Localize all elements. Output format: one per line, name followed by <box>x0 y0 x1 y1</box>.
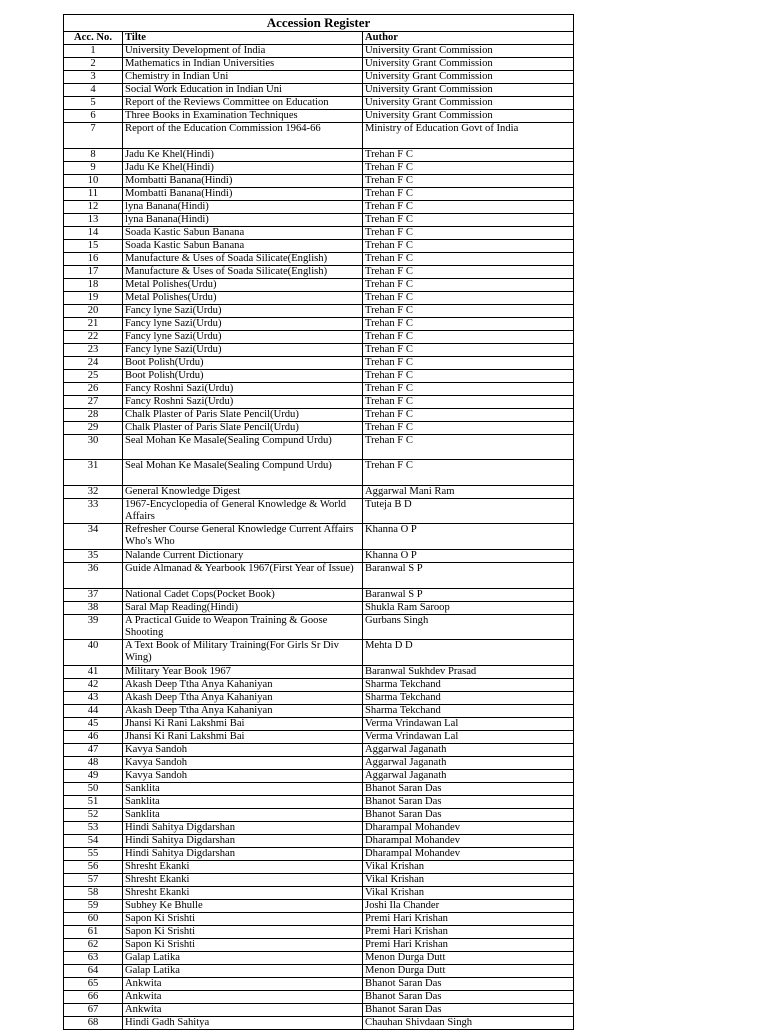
author-cell: Trehan F C <box>363 343 574 356</box>
author-cell: Vikal Krishan <box>363 873 574 886</box>
title-cell: Hindi Sahitya Digdarshan <box>123 821 363 834</box>
table-row <box>64 330 574 343</box>
title-cell: Kavya Sandoh <box>123 756 363 769</box>
author-cell: Aggarwal Mani Ram <box>363 485 574 498</box>
author-cell: Trehan F C <box>363 317 574 330</box>
acc-no-cell: 42 <box>64 678 123 691</box>
title-cell: Chemistry in Indian Uni <box>123 71 363 84</box>
title-cell: Jhansi Ki Rani Lakshmi Bai <box>123 717 363 730</box>
acc-no-cell: 55 <box>64 847 123 860</box>
title-cell: Akash Deep Ttha Anya Kahaniyan <box>123 691 363 704</box>
table-row <box>64 213 574 226</box>
author-cell: Sharma Tekchand <box>363 704 574 717</box>
author-cell: Premi Hari Krishan <box>363 925 574 938</box>
acc-no-cell: 40 <box>64 640 123 666</box>
table-row <box>64 990 574 1003</box>
acc-no-cell: 57 <box>64 873 123 886</box>
title-cell: University Development of India <box>123 45 363 58</box>
title-cell: Military Year Book 1967 <box>123 665 363 678</box>
acc-no-cell: 45 <box>64 717 123 730</box>
acc-no-cell: 25 <box>64 369 123 382</box>
author-cell: Ministry of Education Govt of India <box>363 123 574 149</box>
acc-no-cell: 16 <box>64 252 123 265</box>
table-row <box>64 200 574 213</box>
title-cell: Galap Latika <box>123 951 363 964</box>
table-row <box>64 343 574 356</box>
author-cell: Dharampal Mohandev <box>363 834 574 847</box>
title-cell: Sanklita <box>123 808 363 821</box>
table-row <box>64 899 574 912</box>
title-cell: Metal Polishes(Urdu) <box>123 278 363 291</box>
author-cell: Chauhan Shivdaan Singh <box>363 1016 574 1029</box>
title-cell: Soada Kastic Sabun Banana <box>123 226 363 239</box>
table-row <box>64 524 574 550</box>
title-cell: Boot Polish(Urdu) <box>123 369 363 382</box>
table-row <box>64 97 574 110</box>
title-cell: 1967-Encyclopedia of General Knowledge & World Affairs <box>123 498 363 524</box>
author-cell: Trehan F C <box>363 304 574 317</box>
author-cell: Bhanot Saran Das <box>363 808 574 821</box>
acc-no-cell: 46 <box>64 730 123 743</box>
acc-no-cell: 11 <box>64 187 123 200</box>
header-row <box>64 32 574 45</box>
title-cell: Jhansi Ki Rani Lakshmi Bai <box>123 730 363 743</box>
acc-no-cell: 23 <box>64 343 123 356</box>
table-row <box>64 460 574 486</box>
title-cell: Mombatti Banana(Hindi) <box>123 174 363 187</box>
acc-no-cell: 38 <box>64 601 123 614</box>
author-cell: Trehan F C <box>363 174 574 187</box>
title-cell: Fancy Roshni Sazi(Urdu) <box>123 395 363 408</box>
acc-no-cell: 64 <box>64 964 123 977</box>
title-cell: Seal Mohan Ke Masale(Sealing Compund Urdu) <box>123 460 363 486</box>
table-row <box>64 588 574 601</box>
author-cell: Vikal Krishan <box>363 860 574 873</box>
acc-no-cell: 20 <box>64 304 123 317</box>
author-cell: Trehan F C <box>363 161 574 174</box>
acc-no-cell: 10 <box>64 174 123 187</box>
table-row <box>64 226 574 239</box>
author-cell: Trehan F C <box>363 252 574 265</box>
title-cell: Metal Polishes(Urdu) <box>123 291 363 304</box>
table-row <box>64 408 574 421</box>
acc-no-cell: 41 <box>64 665 123 678</box>
column-header-title: Tilte <box>123 32 363 45</box>
title-cell: Fancy Roshni Sazi(Urdu) <box>123 382 363 395</box>
title-cell: lyna Banana(Hindi) <box>123 200 363 213</box>
title-cell: Akash Deep Ttha Anya Kahaniyan <box>123 678 363 691</box>
title-cell: Akash Deep Ttha Anya Kahaniyan <box>123 704 363 717</box>
table-row <box>64 925 574 938</box>
table-row <box>64 421 574 434</box>
acc-no-cell: 28 <box>64 408 123 421</box>
author-cell: Baranwal Sukhdev Prasad <box>363 665 574 678</box>
table-row <box>64 795 574 808</box>
table-row <box>64 45 574 58</box>
table-row <box>64 730 574 743</box>
table-row <box>64 847 574 860</box>
acc-no-cell: 35 <box>64 549 123 562</box>
table-row <box>64 951 574 964</box>
title-cell: National Cadet Cops(Pocket Book) <box>123 588 363 601</box>
table-row <box>64 860 574 873</box>
table-row <box>64 562 574 588</box>
acc-no-cell: 44 <box>64 704 123 717</box>
author-cell: Trehan F C <box>363 200 574 213</box>
author-cell: Trehan F C <box>363 187 574 200</box>
title-cell: Sanklita <box>123 782 363 795</box>
acc-no-cell: 56 <box>64 860 123 873</box>
acc-no-cell: 24 <box>64 356 123 369</box>
table-row <box>64 485 574 498</box>
title-cell: Mathematics in Indian Universities <box>123 58 363 71</box>
title-cell: Ankwita <box>123 990 363 1003</box>
title-cell: Kavya Sandoh <box>123 769 363 782</box>
author-cell: Verma Vrindawan Lal <box>363 717 574 730</box>
acc-no-cell: 50 <box>64 782 123 795</box>
acc-no-cell: 63 <box>64 951 123 964</box>
title-cell: Sapon Ki Srishti <box>123 912 363 925</box>
table-row <box>64 821 574 834</box>
title-cell: Three Books in Examination Techniques <box>123 110 363 123</box>
acc-no-cell: 52 <box>64 808 123 821</box>
author-cell: Bhanot Saran Das <box>363 977 574 990</box>
acc-no-cell: 66 <box>64 990 123 1003</box>
acc-no-cell: 4 <box>64 84 123 97</box>
author-cell: Dharampal Mohandev <box>363 847 574 860</box>
table-row <box>64 678 574 691</box>
acc-no-cell: 54 <box>64 834 123 847</box>
author-cell: Trehan F C <box>363 421 574 434</box>
acc-no-cell: 37 <box>64 588 123 601</box>
acc-no-cell: 67 <box>64 1003 123 1016</box>
table-row <box>64 834 574 847</box>
author-cell: Tuteja B D <box>363 498 574 524</box>
table-row <box>64 71 574 84</box>
acc-no-cell: 34 <box>64 524 123 550</box>
table-row <box>64 148 574 161</box>
author-cell: Sharma Tekchand <box>363 691 574 704</box>
author-cell: Menon Durga Dutt <box>363 951 574 964</box>
title-cell: Fancy lyne Sazi(Urdu) <box>123 343 363 356</box>
acc-no-cell: 29 <box>64 421 123 434</box>
title-cell: Hindi Gadh Sahitya <box>123 1016 363 1029</box>
author-cell: Trehan F C <box>363 148 574 161</box>
author-cell: Vikal Krishan <box>363 886 574 899</box>
author-cell: Trehan F C <box>363 278 574 291</box>
title-row <box>64 15 574 32</box>
table-row <box>64 123 574 149</box>
table-row <box>64 58 574 71</box>
table-row <box>64 601 574 614</box>
author-cell: Sharma Tekchand <box>363 678 574 691</box>
acc-no-cell: 7 <box>64 123 123 149</box>
table-row <box>64 1003 574 1016</box>
title-cell: Ankwita <box>123 1003 363 1016</box>
author-cell: Trehan F C <box>363 408 574 421</box>
title-cell: Sanklita <box>123 795 363 808</box>
author-cell: Bhanot Saran Das <box>363 990 574 1003</box>
acc-no-cell: 32 <box>64 485 123 498</box>
column-header-acc-no: Acc. No. <box>64 32 123 45</box>
table-row <box>64 665 574 678</box>
table-row <box>64 938 574 951</box>
author-cell: Trehan F C <box>363 395 574 408</box>
author-cell: Baranwal S P <box>363 588 574 601</box>
accession-register-table <box>63 14 574 1030</box>
author-cell: University Grant Commission <box>363 110 574 123</box>
author-cell: Premi Hari Krishan <box>363 938 574 951</box>
title-cell: Fancy lyne Sazi(Urdu) <box>123 330 363 343</box>
acc-no-cell: 43 <box>64 691 123 704</box>
table-row <box>64 278 574 291</box>
acc-no-cell: 59 <box>64 899 123 912</box>
register-body <box>64 15 574 1030</box>
author-cell: Bhanot Saran Das <box>363 795 574 808</box>
title-cell: Galap Latika <box>123 964 363 977</box>
acc-no-cell: 1 <box>64 45 123 58</box>
author-cell: Aggarwal Jaganath <box>363 769 574 782</box>
table-row <box>64 782 574 795</box>
author-cell: Trehan F C <box>363 291 574 304</box>
author-cell: Premi Hari Krishan <box>363 912 574 925</box>
table-row <box>64 356 574 369</box>
author-cell: Aggarwal Jaganath <box>363 743 574 756</box>
title-cell: Saral Map Reading(Hindi) <box>123 601 363 614</box>
table-row <box>64 498 574 524</box>
table-row <box>64 977 574 990</box>
table-row <box>64 84 574 97</box>
title-cell: Shresht Ekanki <box>123 886 363 899</box>
title-cell: Shresht Ekanki <box>123 873 363 886</box>
author-cell: Verma Vrindawan Lal <box>363 730 574 743</box>
title-cell: A Text Book of Military Training(For Girls Sr Div Wing) <box>123 640 363 666</box>
title-cell: Hindi Sahitya Digdarshan <box>123 847 363 860</box>
acc-no-cell: 2 <box>64 58 123 71</box>
author-cell: Khanna O P <box>363 549 574 562</box>
title-cell: Boot Polish(Urdu) <box>123 356 363 369</box>
acc-no-cell: 6 <box>64 110 123 123</box>
author-cell: Trehan F C <box>363 460 574 486</box>
acc-no-cell: 47 <box>64 743 123 756</box>
table-row <box>64 640 574 666</box>
acc-no-cell: 33 <box>64 498 123 524</box>
author-cell: Menon Durga Dutt <box>363 964 574 977</box>
title-cell: A Practical Guide to Weapon Training & Goose Shooting <box>123 614 363 640</box>
title-cell: Mombatti Banana(Hindi) <box>123 187 363 200</box>
table-row <box>64 886 574 899</box>
acc-no-cell: 48 <box>64 756 123 769</box>
author-cell: Dharampal Mohandev <box>363 821 574 834</box>
table-row <box>64 614 574 640</box>
title-cell: Jadu Ke Khel(Hindi) <box>123 161 363 174</box>
table-row <box>64 704 574 717</box>
column-header-author: Author <box>363 32 574 45</box>
table-row <box>64 756 574 769</box>
table-row <box>64 110 574 123</box>
acc-no-cell: 26 <box>64 382 123 395</box>
acc-no-cell: 17 <box>64 265 123 278</box>
author-cell: University Grant Commission <box>363 97 574 110</box>
author-cell: Khanna O P <box>363 524 574 550</box>
acc-no-cell: 31 <box>64 460 123 486</box>
table-row <box>64 912 574 925</box>
title-cell: lyna Banana(Hindi) <box>123 213 363 226</box>
title-cell: Kavya Sandoh <box>123 743 363 756</box>
acc-no-cell: 27 <box>64 395 123 408</box>
acc-no-cell: 49 <box>64 769 123 782</box>
title-cell: Refresher Course General Knowledge Current Affairs Who's Who <box>123 524 363 550</box>
table-row <box>64 717 574 730</box>
title-cell: Nalande Current Dictionary <box>123 549 363 562</box>
table-row <box>64 369 574 382</box>
table-row <box>64 1016 574 1029</box>
title-cell: General Knowledge Digest <box>123 485 363 498</box>
acc-no-cell: 53 <box>64 821 123 834</box>
table-row <box>64 395 574 408</box>
acc-no-cell: 58 <box>64 886 123 899</box>
title-cell: Manufacture & Uses of Soada Silicate(English) <box>123 265 363 278</box>
title-cell: Ankwita <box>123 977 363 990</box>
acc-no-cell: 12 <box>64 200 123 213</box>
author-cell: Gurbans Singh <box>363 614 574 640</box>
table-row <box>64 317 574 330</box>
author-cell: Bhanot Saran Das <box>363 782 574 795</box>
acc-no-cell: 14 <box>64 226 123 239</box>
title-cell: Report of the Reviews Committee on Education <box>123 97 363 110</box>
author-cell: Baranwal S P <box>363 562 574 588</box>
title-cell: Subhey Ke Bhulle <box>123 899 363 912</box>
acc-no-cell: 36 <box>64 562 123 588</box>
acc-no-cell: 60 <box>64 912 123 925</box>
acc-no-cell: 68 <box>64 1016 123 1029</box>
author-cell: Trehan F C <box>363 434 574 460</box>
author-cell: Trehan F C <box>363 226 574 239</box>
table-row <box>64 291 574 304</box>
title-cell: Shresht Ekanki <box>123 860 363 873</box>
acc-no-cell: 65 <box>64 977 123 990</box>
title-cell: Social Work Education in Indian Uni <box>123 84 363 97</box>
author-cell: Trehan F C <box>363 382 574 395</box>
author-cell: Aggarwal Jaganath <box>363 756 574 769</box>
acc-no-cell: 9 <box>64 161 123 174</box>
title-cell: Seal Mohan Ke Masale(Sealing Compund Urdu) <box>123 434 363 460</box>
title-cell: Sapon Ki Srishti <box>123 938 363 951</box>
register-title: Accession Register <box>64 15 574 32</box>
acc-no-cell: 51 <box>64 795 123 808</box>
title-cell: Guide Almanad & Yearbook 1967(First Year of Issue) <box>123 562 363 588</box>
title-cell: Fancy lyne Sazi(Urdu) <box>123 304 363 317</box>
title-cell: Hindi Sahitya Digdarshan <box>123 834 363 847</box>
table-row <box>64 174 574 187</box>
author-cell: Bhanot Saran Das <box>363 1003 574 1016</box>
table-row <box>64 187 574 200</box>
author-cell: University Grant Commission <box>363 71 574 84</box>
acc-no-cell: 18 <box>64 278 123 291</box>
table-row <box>64 434 574 460</box>
table-row <box>64 873 574 886</box>
acc-no-cell: 22 <box>64 330 123 343</box>
title-cell: Manufacture & Uses of Soada Silicate(English) <box>123 252 363 265</box>
title-cell: Jadu Ke Khel(Hindi) <box>123 148 363 161</box>
title-cell: Fancy lyne Sazi(Urdu) <box>123 317 363 330</box>
table-row <box>64 265 574 278</box>
table-row <box>64 808 574 821</box>
author-cell: University Grant Commission <box>363 58 574 71</box>
table-row <box>64 161 574 174</box>
table-row <box>64 743 574 756</box>
acc-no-cell: 13 <box>64 213 123 226</box>
acc-no-cell: 39 <box>64 614 123 640</box>
acc-no-cell: 3 <box>64 71 123 84</box>
title-cell: Chalk Plaster of Paris Slate Pencil(Urdu) <box>123 408 363 421</box>
author-cell: Trehan F C <box>363 265 574 278</box>
acc-no-cell: 5 <box>64 97 123 110</box>
acc-no-cell: 19 <box>64 291 123 304</box>
author-cell: Trehan F C <box>363 356 574 369</box>
acc-no-cell: 21 <box>64 317 123 330</box>
author-cell: Joshi Ila Chander <box>363 899 574 912</box>
table-row <box>64 549 574 562</box>
acc-no-cell: 15 <box>64 239 123 252</box>
title-cell: Soada Kastic Sabun Banana <box>123 239 363 252</box>
author-cell: Trehan F C <box>363 239 574 252</box>
title-cell: Report of the Education Commission 1964-66 <box>123 123 363 149</box>
author-cell: University Grant Commission <box>363 84 574 97</box>
author-cell: Mehta D D <box>363 640 574 666</box>
author-cell: Shukla Ram Saroop <box>363 601 574 614</box>
table-row <box>64 252 574 265</box>
author-cell: University Grant Commission <box>363 45 574 58</box>
table-row <box>64 964 574 977</box>
title-cell: Sapon Ki Srishti <box>123 925 363 938</box>
acc-no-cell: 8 <box>64 148 123 161</box>
table-row <box>64 304 574 317</box>
table-row <box>64 382 574 395</box>
acc-no-cell: 62 <box>64 938 123 951</box>
title-cell: Chalk Plaster of Paris Slate Pencil(Urdu) <box>123 421 363 434</box>
acc-no-cell: 61 <box>64 925 123 938</box>
table-row <box>64 691 574 704</box>
acc-no-cell: 30 <box>64 434 123 460</box>
author-cell: Trehan F C <box>363 330 574 343</box>
author-cell: Trehan F C <box>363 369 574 382</box>
table-row <box>64 239 574 252</box>
author-cell: Trehan F C <box>363 213 574 226</box>
table-row <box>64 769 574 782</box>
